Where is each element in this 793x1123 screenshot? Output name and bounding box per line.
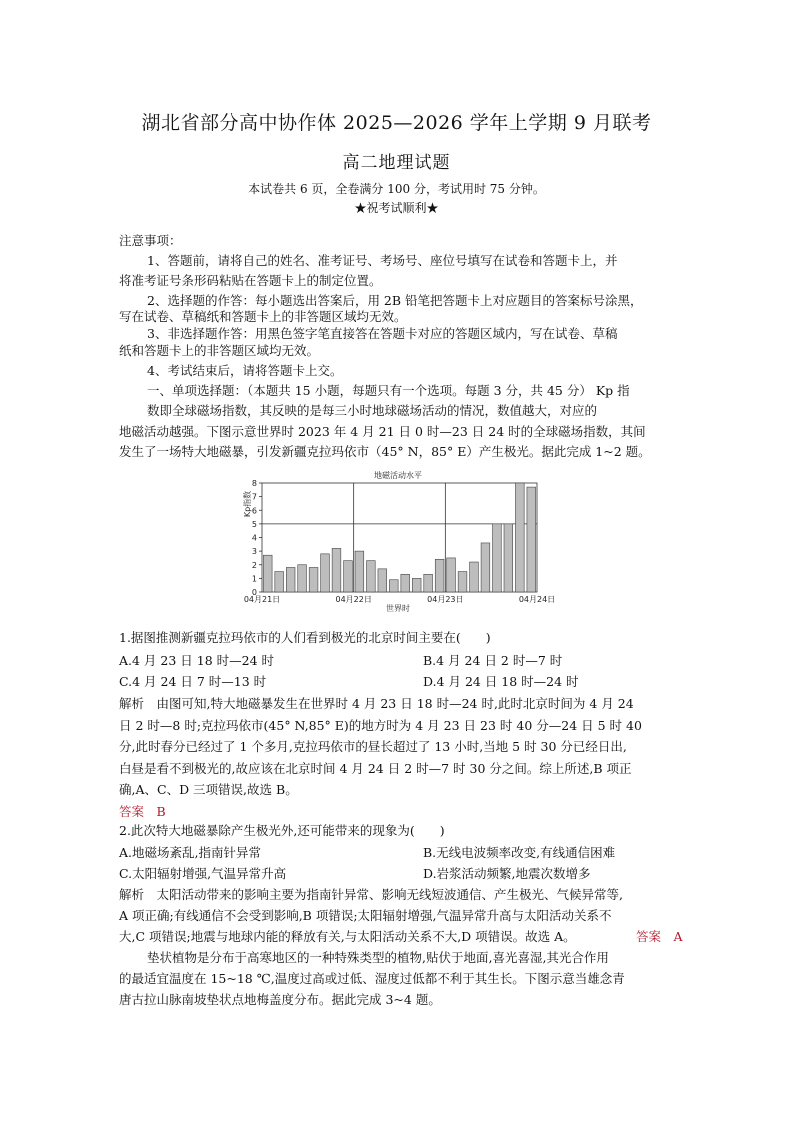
q2-option-d: D.岩浆活动频繁,地震次数增多 [423, 866, 591, 881]
chart-ylabel: Kp指数 [243, 490, 252, 518]
intro2-line: 唐古拉山脉南坡垫状点地梅盖度分布。据此完成 3~4 题。 [119, 992, 441, 1007]
bar [435, 559, 444, 592]
notes-line: 纸和答题卡上的非答题区域均无效。 [119, 343, 320, 358]
x-tick-label: 04月24日 [518, 595, 556, 604]
q1-option-c: C.4 月 24 日 7 时—13 时 [119, 674, 267, 689]
q1-option-a: A.4 月 23 日 18 时—24 时 [119, 653, 275, 668]
q2-stem: 2.此次特大地磁暴除产生极光外,还可能带来的现象为( ) [119, 823, 445, 838]
bar [332, 548, 341, 592]
q1-option-b: B.4 月 24 日 2 时—7 时 [423, 653, 563, 668]
x-tick-label: 04月22日 [335, 595, 372, 604]
q2-analysis: 解析 太阳活动带来的影响主要为指南针异常、影响无线短波通信、产生极光、气候异常等, [119, 887, 623, 902]
q1-analysis: 日 2 时—8 时;克拉玛依市(45° N,85° E)的地方时为 4 月 23 日 23 时 40 分—24 日 5 时 40 [119, 718, 642, 733]
notes-heading: 注意事项： [119, 233, 182, 248]
y-tick-label: 0 [251, 588, 257, 597]
bar [286, 567, 295, 592]
bar [493, 524, 502, 592]
kp-index-chart [240, 468, 560, 618]
bar [515, 483, 524, 592]
notes-line: 1、答题前，请将自己的姓名、准考证号、考场号、座位号填写在试卷和答题卡上，并 [147, 253, 618, 268]
bar [367, 561, 376, 592]
exam-subtitle: 高二地理试题 [342, 153, 451, 173]
bar [470, 562, 479, 592]
intro-line: 数即全球磁场指数，其反映的是每三小时地球磁场活动的情况，数值越大，对应的 [147, 403, 598, 418]
bar [527, 487, 536, 592]
bar [275, 572, 284, 592]
notes-line: 2、选择题的作答：每小题选出答案后，用 2B 铅笔把答题卡上对应题目的答案标号涂黑， [147, 293, 643, 308]
y-tick-label: 8 [251, 479, 257, 488]
bar [355, 551, 364, 592]
notes-line: 4、考试结束后，请将答题卡上交。 [147, 363, 343, 378]
q2-option-a: A.地磁场紊乱,指南针异常 [119, 845, 261, 860]
q1-analysis: 确,A、C、D 三项错误,故选 B。 [119, 782, 298, 797]
q2-option-c: C.太阳辐射增强,气温异常升高 [119, 866, 287, 881]
bar [401, 574, 410, 592]
y-tick-label: 5 [251, 519, 257, 529]
q2-option-b: B.无线电波频率改变,有线通信困难 [423, 845, 616, 860]
y-tick-label: 1 [251, 574, 257, 584]
exam-title: 湖北省部分高中协作体 2025—2026 学年上学期 9 月联考 [141, 112, 652, 134]
notes-line: 将准考证号条形码粘贴在答题卡上的制定位置。 [119, 273, 382, 288]
intro-line: 一、单项选择题：（本题共 15 小题，每题只有一个选项。每题 3 分，共 45 分） Kp 指 [147, 383, 630, 398]
notes-line: 写在试卷、草稿纸和答题卡上的非答题区域均无效。 [119, 309, 407, 324]
bar [309, 567, 318, 592]
intro2-line: 的最适宜温度在 15~18 ℃,温度过高或过低、湿度过低都不利于其生长。下图示意当雄念青 [119, 971, 625, 986]
bar [424, 574, 433, 592]
bar [412, 578, 421, 592]
chart-xlabel: 世界时 [386, 604, 410, 613]
q2-analysis: 大,C 项错误;地震与地球内能的释放有关,与太阳活动关系不大,D 项错误。故选 A。 [119, 929, 576, 944]
y-tick-label: 4 [251, 533, 257, 543]
q1-analysis: 解析 由图可知,特大地磁暴发生在世界时 4 月 23 日 18 时—24 时,此时北京时间为 4 月 24 [119, 696, 634, 711]
q1-stem: 1.据图推测新疆克拉玛依市的人们看到极光的北京时间主要在( ) [119, 630, 491, 645]
x-tick-label: 04月23日 [427, 595, 464, 604]
exam-wish: ★祝考试顺利★ [354, 201, 439, 215]
q1-analysis: 白昼是看不到极光的,故应该在北京时间 4 月 24 日 2 时—7 时 30 分之间。综上所述,B 项正 [119, 761, 632, 776]
bar [378, 569, 387, 592]
exam-info: 本试卷共 6 页，全卷满分 100 分，考试用时 75 分钟。 [248, 182, 545, 196]
intro2-line: 垫状植物是分布于高寒地区的一种特殊类型的植物,贴伏于地面,喜光喜湿,其光合作用 [147, 950, 609, 965]
x-tick-label: 04月21日 [243, 595, 281, 604]
q2-analysis: A 项正确;有线通信不会受到影响,B 项错误;太阳辐射增强,气温异常升高与太阳活动关系不 [119, 908, 612, 923]
q1-answer: 答案 B [119, 804, 166, 819]
y-tick-label: 6 [251, 506, 257, 516]
bar [263, 555, 272, 592]
y-tick-label: 7 [251, 492, 257, 502]
q1-analysis: 分,此时春分已经过了 1 个多月,克拉玛依市的昼长超过了 13 小时,当地 5 时 30 分已经日出, [119, 739, 627, 754]
bar [298, 565, 307, 592]
q2-answer: 答案 A [636, 929, 683, 944]
bar [389, 580, 398, 592]
bar [481, 543, 490, 592]
intro-line: 地磁活动越强。下图示意世界时 2023 年 4 月 21 日 0 时—23 日 24 时的全球磁场指数，其间 [119, 424, 646, 439]
notes-line: 3、非选择题作答：用黑色签字笔直接答在答题卡对应的答题区域内，写在试卷、草稿 [147, 326, 618, 341]
bar [458, 572, 467, 592]
q1-option-d: D.4 月 24 日 18 时—24 时 [423, 674, 579, 689]
bar [321, 554, 330, 592]
bar [504, 524, 513, 592]
chart-title: 地磁活动水平 [374, 471, 422, 480]
y-tick-label: 3 [251, 547, 257, 557]
intro-line: 发生了一场特大地磁暴，引发新疆克拉玛依市（45° N，85° E）产生极光。据此完成 1~2 题。 [119, 444, 651, 459]
bar [344, 561, 353, 592]
y-tick-label: 2 [251, 560, 257, 570]
bar [447, 558, 456, 592]
